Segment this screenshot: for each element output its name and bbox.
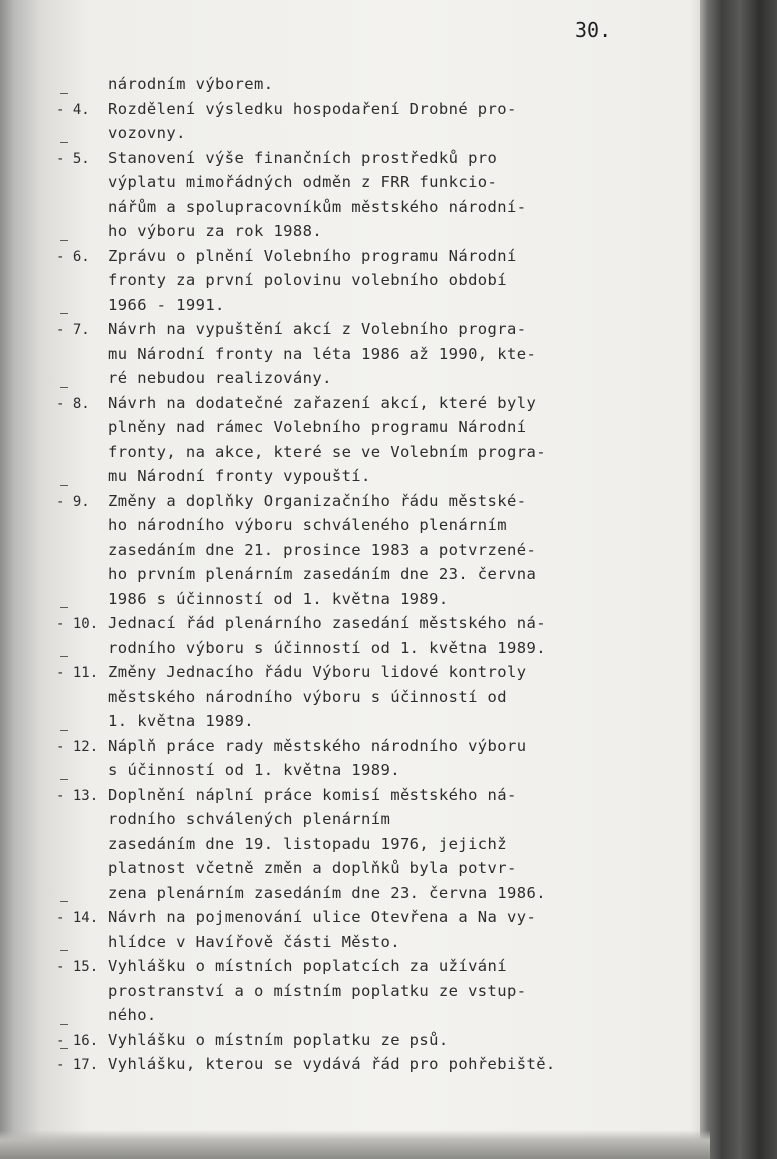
margin-tick — [60, 142, 68, 143]
item-number: - 5. — [56, 150, 90, 167]
margin-tick — [60, 93, 68, 94]
item-text-line: městského národního výboru s účinností od — [108, 687, 508, 706]
margin-tick — [60, 387, 68, 388]
item-number: - 9. — [56, 493, 90, 510]
margin-tick — [60, 485, 68, 486]
item-text-line: Rozdělení výsledku hospodaření Drobné pro- — [108, 99, 517, 118]
item-text-line: Jednací řád plenárního zasedání městského ná- — [108, 614, 546, 632]
page-number: 30. — [575, 18, 612, 42]
margin-tick — [60, 950, 68, 951]
item-text-line: Návrh na pojmenování ulice Otevřena a Na vy- — [108, 908, 537, 926]
item-text-line: s účinností od 1. května 1989. — [108, 761, 400, 779]
item-number: - 7. — [56, 322, 90, 338]
margin-tick — [60, 313, 68, 314]
margin-tick — [60, 901, 68, 902]
right-edge-shadow — [700, 0, 777, 1159]
item-text-line: zasedáním dne 19. listopadu 1976, jejichž — [108, 834, 508, 853]
item-text-line: Vyhlášku o místním poplatku ze psů. — [108, 1030, 449, 1049]
item-text-line: prostranství a o místním poplatku ze vstup- — [108, 981, 527, 1000]
item-text-line: Návrh na vypuštění akcí z Volebního progra- — [108, 320, 527, 338]
item-text-line: nářům a spolupracovníkům městského národní- — [108, 197, 527, 216]
item-number: - 11. — [56, 665, 99, 681]
item-text-line: 1966 - 1991. — [108, 295, 225, 314]
margin-tick — [60, 607, 68, 608]
margin-tick — [60, 1024, 68, 1025]
item-text-line: Vyhlášku o místních poplatcích za užívání — [108, 957, 508, 975]
item-text-line: ré nebudou realizovány. — [108, 369, 332, 387]
bottom-edge-shadow — [0, 1130, 710, 1159]
item-text-line: Zprávu o plnění Volebního programu Národní — [108, 246, 517, 265]
item-number: - 4. — [56, 101, 90, 118]
item-text-line: platnost včetně změn a doplňků byla potvr- — [108, 859, 517, 877]
item-number: - 12. — [56, 738, 99, 755]
item-text-line: vozovny. — [108, 124, 186, 142]
item-text-line: plněny nad rámec Volebního programu Národní — [108, 418, 527, 436]
margin-tick — [60, 779, 68, 780]
item-number: - 8. — [56, 395, 90, 412]
item-text-line: Stanovení výše finančních prostředků pro — [108, 148, 498, 167]
margin-tick — [60, 240, 68, 241]
margin-tick — [60, 656, 68, 657]
item-number: - 17. — [56, 1057, 99, 1073]
margin-tick — [60, 730, 68, 731]
item-text-line: národním výborem. — [108, 75, 274, 93]
item-number: - 16. — [56, 1032, 99, 1049]
item-number: - 10. — [56, 616, 99, 632]
item-text-line: Vyhlášku, kterou se vydává řád pro pohřebiště. — [108, 1055, 556, 1073]
item-text-line: Návrh na dodatečné zařazení akcí, které byly — [108, 393, 537, 412]
item-text-line: fronty za první polovinu volebního období — [108, 271, 508, 289]
item-text-line: ného. — [108, 1006, 157, 1024]
item-number: - 6. — [56, 248, 90, 265]
item-text-line: zasedáním dne 21. prosince 1983 a potvrzené- — [108, 540, 537, 559]
item-text-line: Náplň práce rady městského národního výboru — [108, 736, 527, 755]
item-text-line: výplatu mimořádných odměn z FRR funkcio- — [108, 173, 498, 191]
item-text-line: Změny a doplňky Organizačního řádu městské- — [108, 491, 527, 510]
item-text-line: Doplnění náplní práce komisí městského ná- — [108, 785, 517, 804]
item-text-line: Změny Jednacího řádu Výboru lidové kontroly — [108, 663, 527, 681]
item-text-line: ho výboru za rok 1988. — [108, 222, 323, 240]
item-text-line: 1986 s účinností od 1. května 1989. — [108, 589, 449, 608]
item-text-line: mu Národní fronty na léta 1986 až 1990, kte- — [108, 344, 537, 363]
item-text-line: mu Národní fronty vypouští. — [108, 467, 371, 485]
item-number: - 15. — [56, 959, 99, 975]
margin-tick — [60, 1048, 68, 1049]
item-text-line: ho prvním plenárním zasedáním dne 23. června — [108, 565, 537, 583]
item-text-line: ho národního výboru schváleného plenárním — [108, 516, 508, 534]
item-text-line: zena plenárním zasedáním dne 23. června 1986. — [108, 883, 546, 902]
item-text-line: hlídce v Havířově části Město. — [108, 932, 400, 951]
item-number: - 13. — [56, 787, 99, 804]
item-number: - 14. — [56, 910, 99, 926]
item-text-line: 1. května 1989. — [108, 712, 254, 730]
item-text-line: rodního schválených plenárním — [108, 810, 391, 828]
item-text-line: rodního výboru s účinností od 1. května 1989. — [108, 638, 546, 657]
item-text-line: fronty, na akce, které se ve Volebním progra- — [108, 442, 546, 461]
